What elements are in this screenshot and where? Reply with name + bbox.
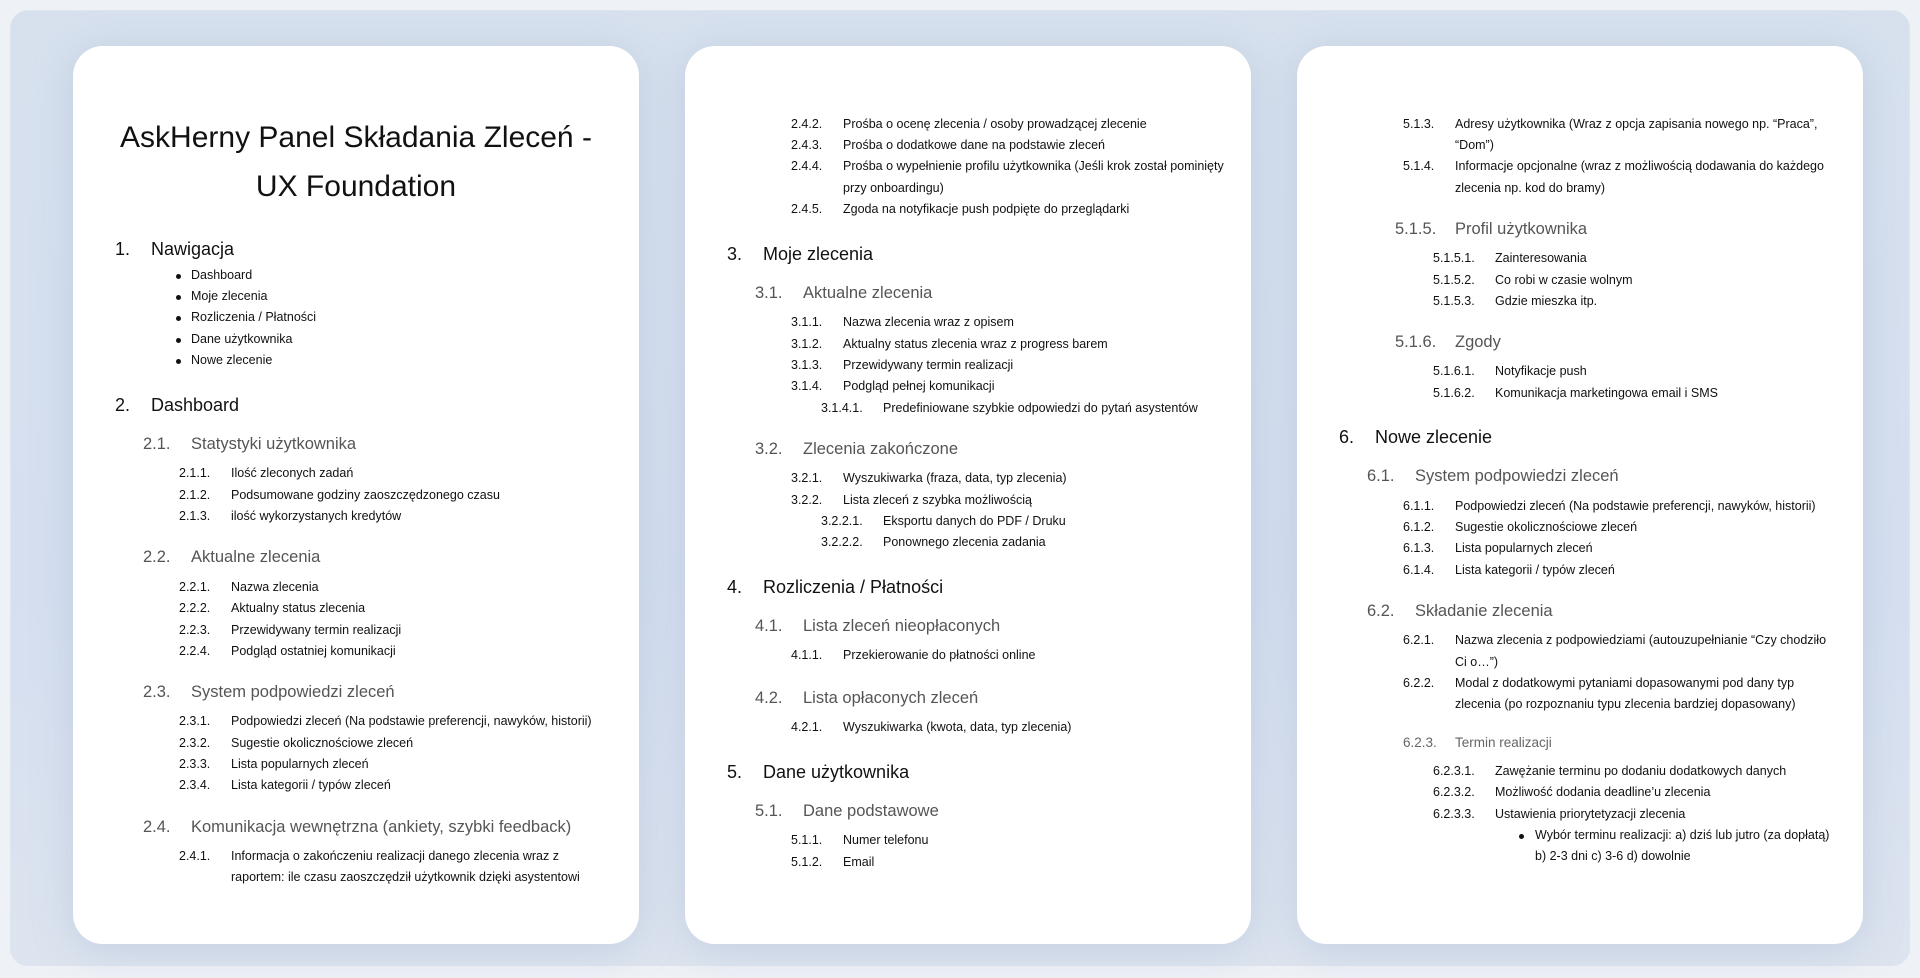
item-number: 2.1.2. — [179, 488, 211, 502]
item-number: 6.2.1. — [1403, 633, 1435, 647]
item-number: 2.4.3. — [791, 138, 823, 152]
item-text: Lista popularnych zleceń — [231, 757, 369, 771]
item-text: Prośba o wypełnienie profilu użytkownika (Jeśli krok został pominięty — [843, 159, 1224, 173]
item-text: Prośba o dodatkowe dane na podstawie zleceń — [843, 138, 1105, 152]
bullet-item: Rozliczenia / Płatności — [191, 310, 317, 324]
subitem-text: Predefiniowane szybkie odpowiedzi do pytań asystentów — [883, 401, 1198, 415]
item-text: Wyszukiwarka (kwota, data, typ zlecenia) — [843, 720, 1072, 734]
subitem-number: 5.1.5.3. — [1433, 294, 1475, 308]
item-text: Nazwa zlecenia wraz z opisem — [843, 315, 1014, 329]
item-number: 3.1.4. — [791, 379, 823, 393]
item-number: 2.3.4. — [179, 778, 211, 792]
bullet-item: Dashboard — [191, 268, 253, 282]
subsection-heading: System podpowiedzi zleceń — [191, 683, 395, 701]
section-heading-dashboard: Dashboard — [151, 395, 240, 415]
item-number: 4.2.1. — [791, 720, 823, 734]
subsection-number: 2.1. — [143, 435, 171, 453]
subitem-text: Co robi w czasie wolnym — [1495, 273, 1633, 287]
document-page-2 — [685, 46, 1251, 944]
bullet-item: Moje zlecenia — [191, 289, 268, 303]
subitem-number: 3.2.2.2. — [821, 535, 863, 549]
item-number: 2.2.4. — [179, 644, 211, 658]
item-number: 2.3.2. — [179, 736, 211, 750]
item-number: 5.1.2. — [791, 855, 823, 869]
item-number: 6.1.1. — [1403, 499, 1435, 513]
subsection-heading: Składanie zlecenia — [1415, 602, 1553, 620]
item-number: 2.1.3. — [179, 509, 211, 523]
subitem-number: 6.2.3.1. — [1433, 764, 1475, 778]
item-text-continued: “Dom”) — [1455, 138, 1494, 152]
item-text: Podsumowane godziny zaoszczędzonego czasu — [231, 488, 500, 502]
document-page-3 — [1297, 46, 1863, 944]
subsection-heading: Statystyki użytkownika — [191, 435, 357, 453]
bullet-item-continued: b) 2-3 dni c) 3-6 d) dowolnie — [1535, 849, 1691, 863]
item-number: 6.1.4. — [1403, 563, 1435, 577]
item-number: 2.4.1. — [179, 849, 211, 863]
bullet-dot — [176, 274, 181, 279]
subitem-text: Notyfikacje push — [1495, 364, 1587, 378]
item-text: Aktualny status zlecenia wraz z progress barem — [843, 337, 1108, 351]
subsection-number: 6.1. — [1367, 467, 1395, 485]
item-number: 2.2.1. — [179, 580, 211, 594]
subsection-number: 2.2. — [143, 548, 171, 566]
section-number: 6. — [1339, 427, 1355, 447]
item-text: Sugestie okolicznościowe zleceń — [231, 736, 414, 750]
subsection-heading: Zgody — [1455, 333, 1501, 351]
section-number: 1. — [115, 239, 131, 259]
item-text: Podgląd pełnej komunikacji — [843, 379, 995, 393]
section-number: 4. — [727, 577, 743, 597]
item-number: 2.4.2. — [791, 117, 823, 131]
subsection-number: 5.1.5. — [1395, 220, 1437, 238]
subsection-heading: Profil użytkownika — [1455, 220, 1588, 238]
subitem-number: 5.1.5.1. — [1433, 251, 1475, 265]
doc-title-line-2: UX Foundation — [255, 170, 457, 203]
item-number: 2.2.2. — [179, 601, 211, 615]
subsection-number: 2.4. — [143, 818, 171, 836]
item-text: Przewidywany termin realizacji — [231, 623, 402, 637]
item-text: Wyszukiwarka (fraza, data, typ zlecenia) — [843, 471, 1067, 485]
item-text-continued: Ci o…”) — [1455, 655, 1499, 669]
document-page-1 — [73, 46, 639, 944]
item-number: 3.1.2. — [791, 337, 823, 351]
item-text: Informacje opcjonalne (wraz z możliwością dodawania do każdego — [1455, 159, 1824, 173]
item-text: Email — [843, 855, 875, 869]
section-number: 5. — [727, 762, 743, 782]
subitem-number: 5.1.6.2. — [1433, 386, 1475, 400]
subsection-number: 4.2. — [755, 689, 783, 707]
subitem-text: Zawężanie terminu po dodaniu dodatkowych danych — [1495, 764, 1787, 778]
bullet-item: Wybór terminu realizacji: a) dziś lub jutro (za dopłatą) — [1535, 828, 1830, 842]
subitem-text: Ustawienia priorytetyzacji zlecenia — [1495, 807, 1686, 821]
item-number: 5.1.3. — [1403, 117, 1435, 131]
item-text-continued: zlecenia (po rozpoznaniu typu zlecenia bardziej dopasowany) — [1455, 697, 1796, 711]
subsection-number: 3.2. — [755, 440, 783, 458]
item-text-continued: zlecenia np. kod do bramy) — [1455, 181, 1606, 195]
item-number: 2.1.1. — [179, 466, 211, 480]
section-heading-nowe-zlecenie: Nowe zlecenie — [1375, 427, 1493, 447]
item-number: 2.3.1. — [179, 714, 211, 728]
subsection-heading: Zlecenia zakończone — [803, 440, 959, 458]
bullet-item: Nowe zlecenie — [191, 353, 273, 367]
item-text: Sugestie okolicznościowe zleceń — [1455, 520, 1638, 534]
subitem-number: 5.1.6.1. — [1433, 364, 1475, 378]
section-heading-dane-uzytkownika: Dane użytkownika — [763, 762, 910, 782]
section-heading-rozliczenia: Rozliczenia / Płatności — [763, 577, 944, 597]
subitem-number: 6.2.3.3. — [1433, 807, 1475, 821]
item-text: Podgląd ostatniej komunikacji — [231, 644, 396, 658]
item-text: Nazwa zlecenia — [231, 580, 319, 594]
item-text: ilość wykorzystanych kredytów — [231, 509, 402, 523]
subsection-heading: Lista opłaconych zleceń — [803, 689, 979, 707]
item-text: Lista zleceń z szybka możliwością — [843, 493, 1032, 507]
item-text: Modal z dodatkowymi pytaniami dopasowanymi pod dany typ — [1455, 676, 1795, 690]
item-text: Przekierowanie do płatności online — [843, 648, 1036, 662]
item-text: Nazwa zlecenia z podpowiedziami (autouzupełnianie “Czy chodziło — [1455, 633, 1827, 647]
item-text: Lista kategorii / typów zleceń — [231, 778, 391, 792]
item-text: Numer telefonu — [843, 833, 929, 847]
item-number: 3.1.3. — [791, 358, 823, 372]
bullet-dot — [1519, 834, 1524, 839]
bullet-dot — [176, 359, 181, 364]
bullet-dot — [176, 295, 181, 300]
item-text: Podpowiedzi zleceń (Na podstawie preferencji, nawyków, historii) — [231, 714, 592, 728]
item-text: Lista kategorii / typów zleceń — [1455, 563, 1615, 577]
subsection-number: 5.1.6. — [1395, 333, 1437, 351]
subitem-text: Zainteresowania — [1495, 251, 1587, 265]
subsection-heading: Termin realizacji — [1455, 735, 1552, 750]
item-number: 2.3.3. — [179, 757, 211, 771]
subitem-number: 3.1.4.1. — [821, 401, 863, 415]
item-number: 2.2.3. — [179, 623, 211, 637]
section-number: 2. — [115, 395, 131, 415]
subitem-text: Możliwość dodania deadline’u zlecenia — [1495, 785, 1711, 799]
section-heading-moje-zlecenia: Moje zlecenia — [763, 244, 874, 264]
subitem-number: 3.2.2.1. — [821, 514, 863, 528]
subsection-heading: Aktualne zlecenia — [191, 548, 321, 566]
item-number: 2.4.5. — [791, 202, 823, 216]
item-text: Ilość zleconych zadań — [231, 466, 354, 480]
item-number: 6.2.2. — [1403, 676, 1435, 690]
section-number: 3. — [727, 244, 743, 264]
subsection-number: 6.2.3. — [1403, 735, 1437, 750]
subitem-text: Gdzie mieszka itp. — [1495, 294, 1598, 308]
item-number: 6.1.3. — [1403, 541, 1435, 555]
section-heading-nawigacja: Nawigacja — [151, 239, 235, 259]
subsection-heading: Lista zleceń nieopłaconych — [803, 617, 1001, 635]
subsection-number: 6.2. — [1367, 602, 1395, 620]
item-text-continued: przy onboardingu) — [843, 181, 944, 195]
subitem-number: 5.1.5.2. — [1433, 273, 1475, 287]
item-text: Zgoda na notyfikacje push podpięte do przeglądarki — [843, 202, 1130, 216]
item-text: Przewidywany termin realizacji — [843, 358, 1014, 372]
item-number: 3.2.2. — [791, 493, 823, 507]
doc-title-line-1: AskHerny Panel Składania Zleceń - — [120, 121, 592, 154]
bullet-dot — [176, 338, 181, 343]
bullet-dot — [176, 316, 181, 321]
subsection-number: 2.3. — [143, 683, 171, 701]
subitem-text: Ponownego zlecenia zadania — [883, 535, 1046, 549]
subsection-heading: System podpowiedzi zleceń — [1415, 467, 1619, 485]
subsection-heading: Komunikacja wewnętrzna (ankiety, szybki feedback) — [191, 818, 572, 836]
item-number: 5.1.1. — [791, 833, 823, 847]
item-text: Aktualny status zlecenia — [231, 601, 366, 615]
subsection-number: 4.1. — [755, 617, 783, 635]
subitem-text: Komunikacja marketingowa email i SMS — [1495, 386, 1719, 400]
item-text: Adresy użytkownika (Wraz z opcja zapisania nowego np. “Praca”, — [1455, 117, 1818, 131]
item-number: 2.4.4. — [791, 159, 823, 173]
subsection-number: 5.1. — [755, 802, 783, 820]
bullet-item: Dane użytkownika — [191, 332, 293, 346]
item-number: 6.1.2. — [1403, 520, 1435, 534]
item-number: 5.1.4. — [1403, 159, 1435, 173]
item-text: Informacja o zakończeniu realizacji danego zlecenia wraz z — [231, 849, 559, 863]
item-text-continued: raportem: ile czasu zaoszczędził użytkownik dzięki asystentowi — [231, 870, 580, 884]
subitem-text: Eksportu danych do PDF / Druku — [883, 514, 1066, 528]
item-text: Podpowiedzi zleceń (Na podstawie preferencji, nawyków, historii) — [1455, 499, 1816, 513]
item-number: 3.2.1. — [791, 471, 823, 485]
subsection-heading: Aktualne zlecenia — [803, 284, 933, 302]
item-text: Prośba o ocenę zlecenia / osoby prowadzącej zlecenie — [843, 117, 1147, 131]
subsection-number: 3.1. — [755, 284, 783, 302]
subsection-heading: Dane podstawowe — [803, 802, 939, 820]
item-number: 4.1.1. — [791, 648, 823, 662]
item-text: Lista popularnych zleceń — [1455, 541, 1593, 555]
subitem-number: 6.2.3.2. — [1433, 785, 1475, 799]
item-number: 3.1.1. — [791, 315, 823, 329]
